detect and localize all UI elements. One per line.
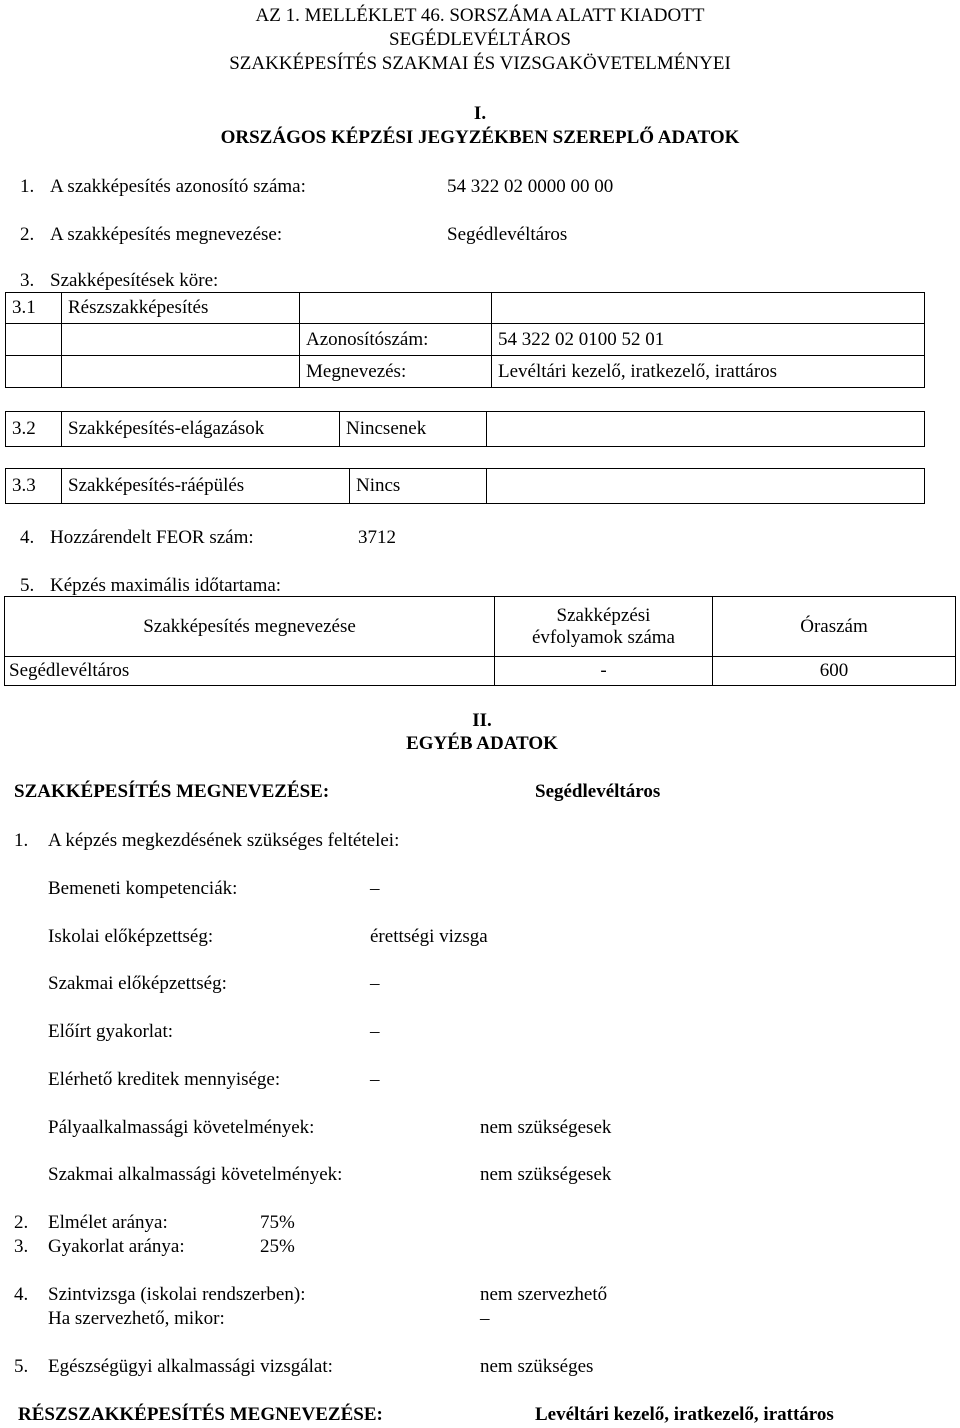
feor-value: 3712 (358, 527, 396, 548)
header-line-2: SEGÉDLEVÉLTÁROS (389, 29, 571, 50)
feor-label: Hozzárendelt FEOR szám: (50, 527, 254, 548)
health-number: 5. (14, 1356, 29, 1377)
extension-label: Szakképesítés-ráépülés (68, 475, 245, 496)
header-line-3: SZAKKÉPESÍTÉS SZAKMAI ÉS VIZSGAKÖVETELMÉNYEI (229, 53, 731, 74)
item-1-value: 54 322 02 0000 00 00 (447, 176, 614, 197)
school-prerequisite-label: Iskolai előképzettség: (48, 926, 214, 947)
health-label: Egészségügyi alkalmassági vizsgálat: (48, 1356, 333, 1377)
duration-header-years-2: évfolyamok száma (532, 626, 675, 648)
required-practice-value: – (370, 1021, 380, 1042)
credits-label: Elérhető kreditek mennyisége: (48, 1069, 281, 1090)
item-3-label: Szakképesítések köre: (50, 270, 219, 291)
career-fitness-value: nem szükségesek (480, 1117, 612, 1138)
feor-number: 4. (20, 527, 35, 548)
partial-name-value: Levéltári kezelő, iratkezelő, irattáros (498, 360, 778, 382)
header-line-1: AZ 1. MELLÉKLET 46. SORSZÁMA ALATT KIADOTT (255, 5, 705, 26)
duration-header-years-1: Szakképzési (556, 604, 651, 626)
duration-table (4, 596, 956, 686)
item-1-label: A szakképesítés azonosító száma: (50, 176, 306, 197)
entry-competence-label: Bemeneti kompetenciák: (48, 878, 238, 899)
section-2-number: II. (472, 710, 492, 731)
career-fitness-label: Pályaalkalmassági követelmények: (48, 1117, 315, 1138)
section-1-number: I. (473, 103, 487, 124)
practice-ratio-value: 25% (260, 1236, 295, 1257)
conditions-title: A képzés megkezdésének szükséges feltételei: (48, 830, 400, 851)
section-2-title: EGYÉB ADATOK (406, 733, 558, 754)
professional-fitness-value: nem szükségesek (480, 1164, 612, 1185)
extension-table (5, 468, 925, 504)
qualification-name-label: SZAKKÉPESÍTÉS MEGNEVEZÉSE: (14, 781, 330, 802)
duration-row-years: - (600, 660, 607, 681)
exam-number: 4. (14, 1284, 29, 1305)
exam-label: Szintvizsga (iskolai rendszerben): (48, 1284, 306, 1305)
item-3-number: 3. (20, 270, 35, 291)
branches-number: 3.2 (12, 418, 36, 439)
credits-value: – (370, 1069, 380, 1090)
duration-header-hours: Óraszám (800, 615, 868, 637)
partial-qualification-name-value: Levéltári kezelő, iratkezelő, irattáros (535, 1404, 834, 1425)
item-2-label: A szakképesítés megnevezése: (50, 224, 283, 245)
professional-prerequisite-label: Szakmai előképzettség: (48, 973, 227, 994)
partial-label: Részszakképesítés (68, 297, 209, 318)
extension-number: 3.3 (12, 475, 36, 496)
qualification-name-value: Segédlevéltáros (535, 781, 661, 802)
duration-label: Képzés maximális időtartama: (50, 575, 282, 596)
branches-value: Nincsenek (346, 418, 427, 439)
partial-qualification-table (5, 292, 925, 388)
section-1-title: ORSZÁGOS KÉPZÉSI JEGYZÉKBEN SZEREPLŐ ADATOK (220, 127, 740, 148)
conditions-number: 1. (14, 830, 29, 851)
health-value: nem szükséges (480, 1356, 594, 1377)
exam-when-value: – (480, 1308, 490, 1329)
duration-row-name: Segédlevéltáros (9, 660, 130, 681)
partial-id-label: Azonosítószám: (306, 328, 429, 350)
item-1-number: 1. (20, 176, 35, 197)
school-prerequisite-value: érettségi vizsga (370, 926, 488, 947)
partial-number: 3.1 (12, 297, 36, 318)
partial-name-label: Megnevezés: (306, 360, 407, 382)
professional-prerequisite-value: – (370, 973, 380, 994)
practice-ratio-number: 3. (14, 1236, 29, 1257)
branches-table (5, 411, 925, 447)
entry-competence-value: – (370, 878, 380, 899)
duration-header-name: Szakképesítés megnevezése (143, 615, 356, 637)
exam-value: nem szervezhető (480, 1284, 608, 1305)
item-2-value: Segédlevéltáros (447, 224, 568, 245)
duration-row-hours: 600 (819, 660, 849, 681)
professional-fitness-label: Szakmai alkalmassági követelmények: (48, 1164, 343, 1185)
theory-value: 75% (260, 1212, 295, 1233)
theory-label: Elmélet aránya: (48, 1212, 168, 1233)
branches-label: Szakképesítés-elágazások (68, 418, 265, 439)
extension-value: Nincs (356, 475, 401, 496)
partial-id-value: 54 322 02 0100 52 01 (498, 328, 665, 350)
exam-when-label: Ha szervezhető, mikor: (48, 1308, 225, 1329)
partial-qualification-name-label: RÉSZSZAKKÉPESÍTÉS MEGNEVEZÉSE: (18, 1404, 383, 1425)
duration-number: 5. (20, 575, 35, 596)
practice-ratio-label: Gyakorlat aránya: (48, 1236, 185, 1257)
theory-number: 2. (14, 1212, 29, 1233)
item-2-number: 2. (20, 224, 35, 245)
required-practice-label: Előírt gyakorlat: (48, 1021, 174, 1042)
